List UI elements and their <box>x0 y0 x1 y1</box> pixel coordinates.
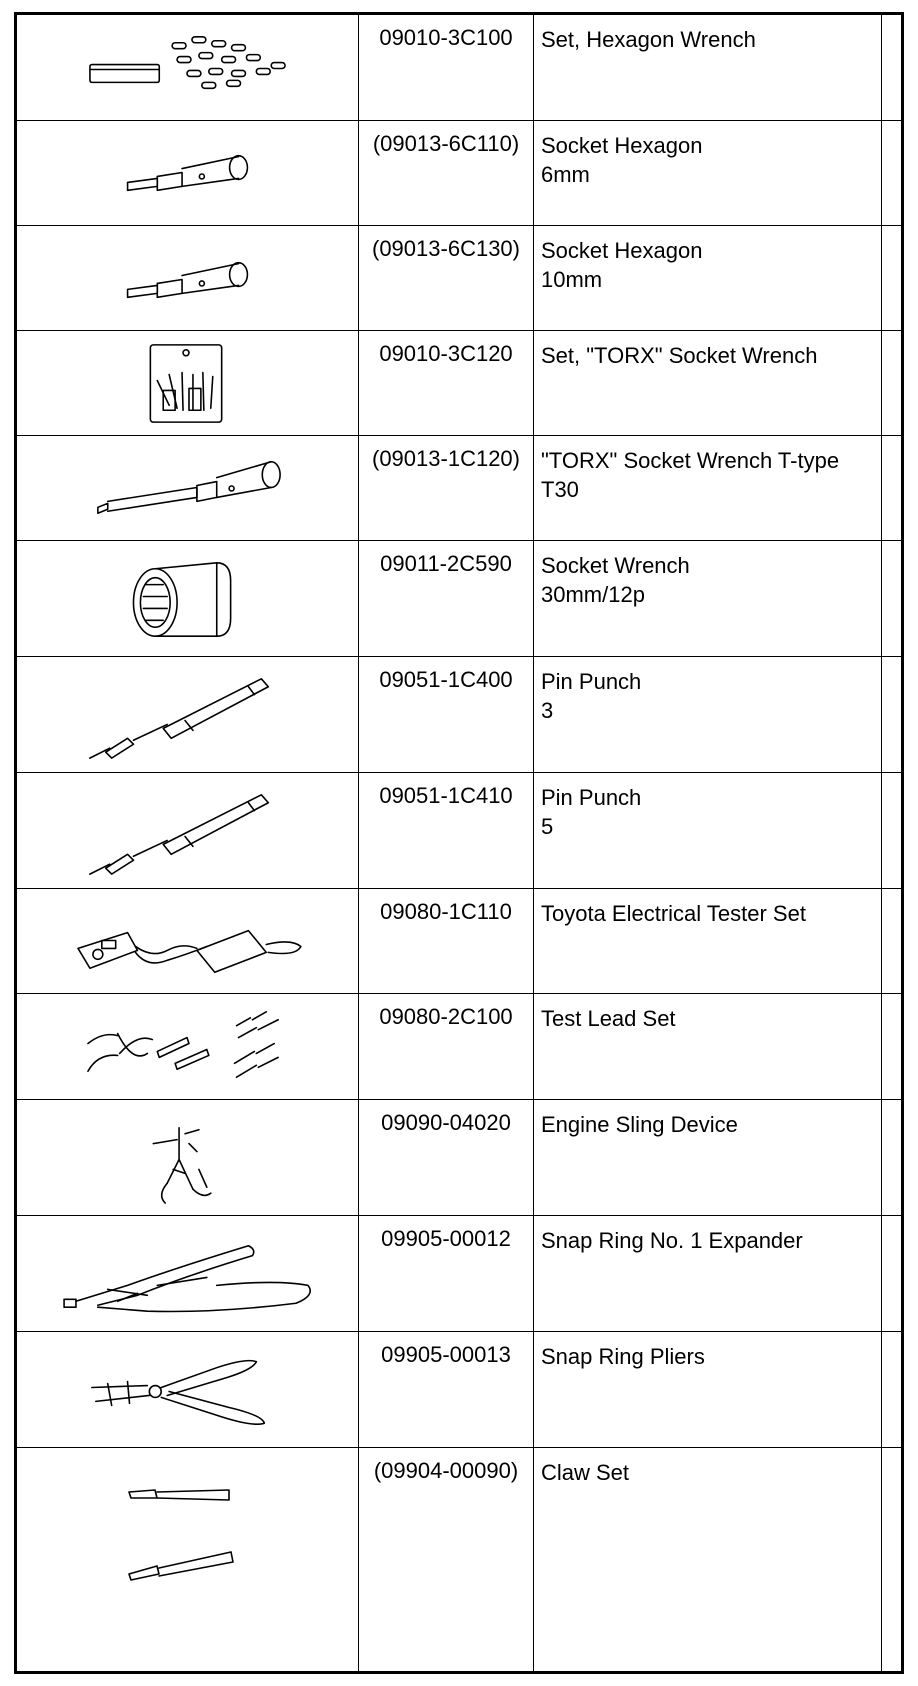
tool-size: 10mm <box>541 267 603 292</box>
part-number: (09904-00090) <box>359 1448 534 1671</box>
tool-description <box>535 657 882 772</box>
tool-description <box>535 773 882 888</box>
tool-name: Engine Sling Device <box>541 1112 738 1137</box>
table-row <box>17 773 901 889</box>
tool-name: Socket Hexagon <box>541 133 703 158</box>
part-number: (09013-1C120) <box>359 436 534 540</box>
part-number: 09905-00012 <box>359 1216 534 1331</box>
tool-name: Socket Wrench <box>541 553 690 578</box>
part-number: (09013-6C130) <box>359 226 534 330</box>
part-number: 09080-1C110 <box>359 889 534 993</box>
tool-name: Snap Ring No. 1 Expander <box>541 1228 803 1253</box>
part-number: 09010-3C100 <box>359 15 534 120</box>
table-row <box>17 1216 901 1332</box>
tool-description <box>535 15 882 120</box>
tool-description <box>535 541 882 656</box>
part-number: 09905-00013 <box>359 1332 534 1447</box>
table-row <box>17 15 901 121</box>
tool-name: Snap Ring Pliers <box>541 1344 705 1369</box>
tool-description <box>535 1332 882 1447</box>
engine-sling-icon <box>17 1100 359 1215</box>
tool-name: Set, Hexagon Wrench <box>541 27 756 52</box>
special-tools-table <box>14 12 904 1674</box>
tool-name: Test Lead Set <box>541 1006 676 1031</box>
tool-name: Toyota Electrical Tester Set <box>541 901 806 926</box>
pin-punch-icon <box>17 773 359 888</box>
hexagon-socket-icon <box>17 226 359 330</box>
claw-set-icon <box>17 1448 359 1671</box>
table-row <box>17 1448 901 1671</box>
tool-description <box>535 889 882 993</box>
tool-description <box>535 1100 882 1215</box>
torx-socket-icon <box>17 436 359 540</box>
tool-description <box>535 994 882 1099</box>
table-row <box>17 541 901 657</box>
table-row <box>17 994 901 1100</box>
part-number: 09051-1C400 <box>359 657 534 772</box>
tool-description <box>535 331 882 435</box>
table-row <box>17 657 901 773</box>
tool-name: "TORX" Socket Wrench T-type <box>541 448 840 473</box>
hexagon-socket-icon <box>17 121 359 225</box>
tool-description <box>535 436 882 540</box>
test-lead-set-icon <box>17 994 359 1099</box>
tool-name: Pin Punch <box>541 669 642 694</box>
part-number: 09080-2C100 <box>359 994 534 1099</box>
table-row <box>17 226 901 331</box>
table-row <box>17 1100 901 1216</box>
socket-wrench-icon <box>17 541 359 656</box>
tool-name: Claw Set <box>541 1460 630 1485</box>
snap-ring-pliers-icon <box>17 1332 359 1447</box>
hexagon-wrench-set-icon <box>17 15 359 120</box>
snap-ring-expander-icon <box>17 1216 359 1331</box>
torx-socket-set-icon <box>17 331 359 435</box>
part-number: (09013-6C110) <box>359 121 534 225</box>
tool-size: 5 <box>541 814 554 839</box>
part-number: 09010-3C120 <box>359 331 534 435</box>
table-row <box>17 436 901 541</box>
tool-name: Pin Punch <box>541 785 642 810</box>
pin-punch-icon <box>17 657 359 772</box>
part-number: 09090-04020 <box>359 1100 534 1215</box>
electrical-tester-icon <box>17 889 359 993</box>
tool-description <box>535 226 882 330</box>
tool-size: 6mm <box>541 162 590 187</box>
tool-description <box>535 1216 882 1331</box>
table-row <box>17 121 901 226</box>
tool-size: T30 <box>541 477 579 502</box>
table-row <box>17 331 901 436</box>
table-row <box>17 1332 901 1448</box>
tool-name: Set, "TORX" Socket Wrench <box>541 343 818 368</box>
tool-size: 30mm/12p <box>541 582 645 607</box>
tool-name: Socket Hexagon <box>541 238 703 263</box>
part-number: 09011-2C590 <box>359 541 534 656</box>
part-number: 09051-1C410 <box>359 773 534 888</box>
tool-description <box>535 1448 882 1671</box>
tool-description <box>535 121 882 225</box>
tool-size: 3 <box>541 698 554 723</box>
table-row <box>17 889 901 994</box>
